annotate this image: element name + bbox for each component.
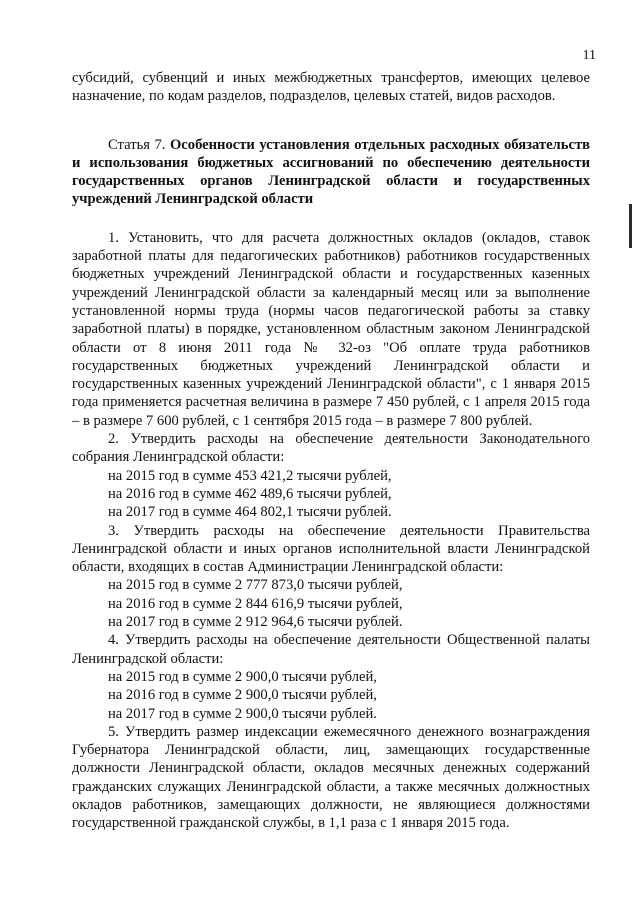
paragraph-5: 5. Утвердить размер индексации ежемесячного денежного вознаграждения Губернатора Ленинградской области, лиц, замещающих государственные должности Ленинградской области, окладов месячных денежных содержаний гражданских служащих Ленинградской области, а также месячных должностных окладов работников, замещающих должности, не являющиеся должностями государственной гражданской службы, в 1,1 раза с 1 января 2015 года. [72, 723, 590, 832]
article-number: Статья 7. [108, 136, 166, 153]
page-number: 11 [582, 48, 596, 63]
document-body [72, 69, 590, 833]
paragraph-2-item-2015: на 2015 год в сумме 453 421,2 тысячи рублей, [108, 467, 392, 484]
paragraph-2-item-2017: на 2017 год в сумме 464 802,1 тысячи рублей. [108, 504, 392, 521]
paragraph-3-item-2015: на 2015 год в сумме 2 777 873,0 тысячи рублей, [108, 577, 403, 594]
paragraph-4-item-2015: на 2015 год в сумме 2 900,0 тысячи рублей, [108, 668, 377, 685]
paragraph-3: 3. Утвердить расходы на обеспечение деятельности Правительства Ленинградской области и иных органов исполнительной власти Ленинградской области, входящих в состав Администрации Ленинградской области: [72, 522, 590, 576]
scan-edge-mark [629, 204, 632, 248]
paragraph-4-item-2016: на 2016 год в сумме 2 900,0 тысячи рублей, [108, 687, 377, 704]
intro-paragraph: субсидий, субвенций и иных межбюджетных трансфертов, имеющих целевое назначение, по кодам разделов, подразделов, целевых статей, видов расходов. [72, 70, 590, 105]
article-heading [72, 136, 590, 209]
paragraph-4-item-2017: на 2017 год в сумме 2 900,0 тысячи рублей. [108, 705, 377, 722]
paragraph-2-item-2016: на 2016 год в сумме 462 489,6 тысячи рублей, [108, 485, 392, 502]
article-title: Особенности установления отдельных расходных обязательств и использования бюджетных ассигнований по обеспечению деятельности государственных органов Ленинградской области и государственных учреждений Ленинградской области [72, 136, 590, 208]
paragraph-3-item-2016: на 2016 год в сумме 2 844 616,9 тысячи рублей, [108, 595, 403, 612]
paragraph-4: 4. Утвердить расходы на обеспечение деятельности Общественной палаты Ленинградской области: [72, 632, 590, 667]
paragraph-1: 1. Установить, что для расчета должностных окладов (окладов, ставок заработной платы для педагогических работников) работников государственных бюджетных учреждений Ленинградской области и государственных казенных учреждений Ленинградской области за календарный месяц или за выполнение установленной нормы труда (нормы часов педагогической работы за ставку заработной платы) в порядке, установленном областным законом Ленинградской области от 8 июня 2011 года № 32-оз "Об оплате труда работников государственных бюджетных учреждений Ленинградской области и государственных казенных учреждений Ленинградской области", с 1 января 2015 года применяется расчетная величина в размере 7 450 рублей, с 1 апреля 2015 года – в размере 7 600 рублей, с 1 сентября 2015 года – в размере 7 800 рублей. [72, 229, 590, 429]
paragraph-2: 2. Утвердить расходы на обеспечение деятельности Законодательного собрания Ленинградской области: [72, 431, 590, 466]
paragraph-3-item-2017: на 2017 год в сумме 2 912 964,6 тысячи рублей. [108, 614, 403, 631]
